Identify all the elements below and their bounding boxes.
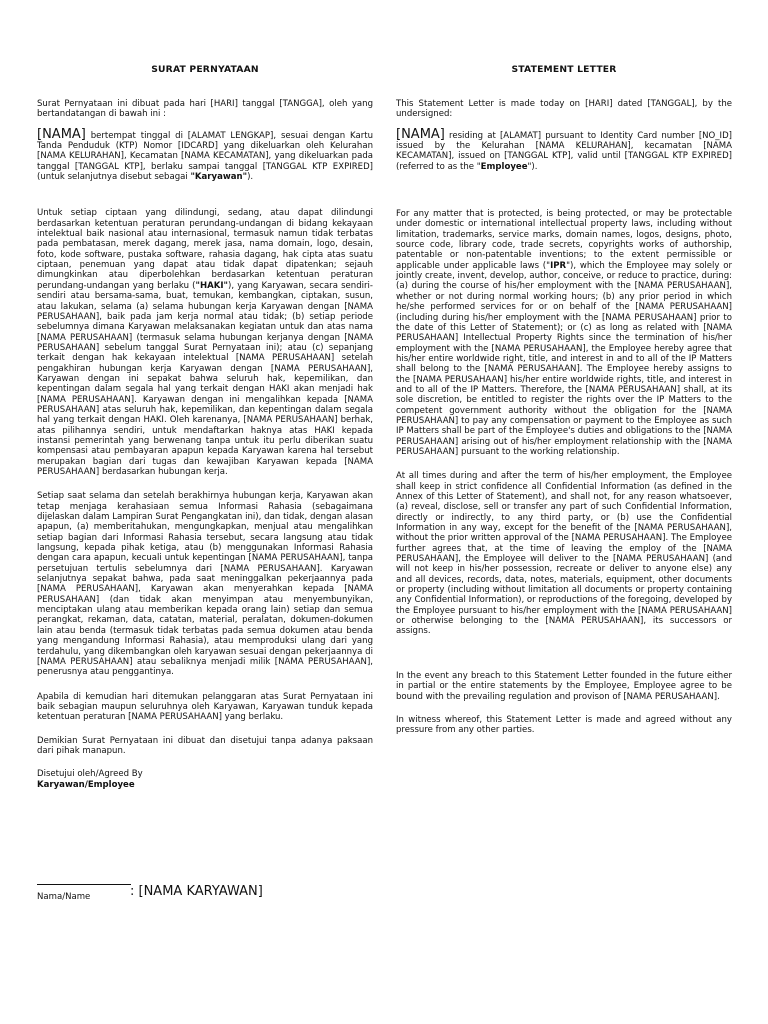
left-party-paragraph	[37, 126, 373, 183]
indonesian-column	[37, 64, 373, 800]
left-ipr-text: Untuk setiap ciptaan yang dilindungi, sedang, atau dapat dilindungi berdasarkan ketentuan peraturan perundang-undangan di bidang kekayaan intelektual baik nasional atau internasional, termasuk namun tidak terbatas pada pembatasan, merek dagang, merek jasa, nama domain, logo, desain, foto, kode software, pustaka software, rahasia dagang, hak cipta atas suatu ciptaan, penemuan yang dapat atau tidak dapat dipatenkan; sejauh dimungkinkan atau diperbolehkan berdasarkan ketentuan peraturan perundang-undangan yang berlaku (	[37, 208, 373, 291]
english-column	[396, 64, 732, 746]
left-heading: SURAT PERNYATAAN	[151, 64, 259, 75]
left-party-text: bertempat tinggal di [ALAMAT LENGKAP], sesuai dengan Kartu Tanda Penduduk (KTP) Nomor [IDCARD] yang dikeluarkan oleh Kelurahan [NAMA KELURAHAN], Kecamatan [NAMA KECAMATAN], yang dikeluarkan pada tanggal [TANGGAL KTP], berlaku sampai tanggal [TANGGAL KTP EXPIRED] (untuk selanjutnya disebut sebagai	[37, 130, 373, 183]
right-ipr-text: For any matter that is protected, is being protected, or may be protectable under domestic or international intellectual property laws, including without limitation, trademarks, service marks, domain names, logos, designs, photo, source code, library code, trade secrets, copyrights works of authorship, patentable or non-patentable inventions; to the extent permissible or applicable under applicable laws ("	[396, 209, 732, 271]
right-heading: STATEMENT LETTER	[511, 64, 617, 75]
signature-line	[37, 884, 131, 885]
left-closing-paragraph: Demikian Surat Pernyataan ini dibuat dan disetujui tanpa adanya paksaan dari pihak manapun.	[37, 735, 373, 756]
left-party-end: ).	[247, 172, 254, 183]
left-intro: Surat Pernyataan ini dibuat pada hari [HARI] tanggal [TANGGA], oleh yang bertandatangan di bawah ini :	[37, 99, 373, 120]
left-ipr-text-cont: ), yang Karyawan, secara sendiri-sendiri atau bersama-sama, buat, temukan, kembangkan, ciptakan, susun, atau lakukan, selama (a) selama hubungan kerja Karyawan dengan [NAMA PERUSAHAAN], baik pada jam kerja normal atau tidak; (b) setiap periode sebelumnya dimana Karyawan melaksanakan kegiatan untuk dan atas nama [NAMA PERUSAHAAN] (termasuk selama hubungan kerjanya dengan [NAMA PERUSAHAAN] sebelum tanggal Surat Pernyataan ini); atau (c) sepanjang terkait dengan hak kekayaan intelektual [NAMA PERUSAHAAN] setelah pengakhiran hubungan kerja Karyawan dengan [NAMA PERUSAHAAN], Karyawan dengan ini sepakat bahwa seluruh hak, kepemilikan, dan kepentingan dalam segala hal yang terkait dengan HAKI akan menjadi hak [NAMA PERUSAHAAN]. Karyawan dengan ini mengalihkan kepada [NAMA PERUSAHAAN] atas seluruh hak, kepemilikan, dan kepentingan dalam segala hal yang terkait dengan HAKI. Oleh karenanya, [NAMA PERUSAHAAN] berhak, atas pilihannya sendiri, untuk mendaftarkan haknya atas HAKI kepada instansi pemerintah yang berwenang tanpa untuk itu perlu diberikan suatu kompensasi atau pembayaran apapun kepada Karyawan karena hal tersebut merupakan bagian dari tugas dan kewajiban Karyawan kepada [NAMA PERUSAHAAN] berdasarkan hubungan kerja.	[37, 280, 373, 477]
signer-role: Karyawan/Employee	[37, 779, 135, 790]
right-breach-paragraph: In the event any breach to this Statement Letter founded in the future either in partial or the entire statements by the Employee, Employee agree to be bound with the prevailing regulation and provison of [NAMA PERUSAHAAN].	[396, 670, 732, 702]
right-ipr-paragraph	[396, 209, 732, 457]
right-ipr-text-cont: "), which the Employee may solely or jointly create, invent, develop, author, conceive, or reduce to practice, during: (a) during the course of his/her employment with the [NAMA PERUSAHAAN], whether or not during normal working hours; (b) any prior period in which he/she performed services for or on behalf of the [NAMA PERUSAHAAN] (including during his/her employment with the [NAMA PERUSAHAAN] prior to the date of this Letter of Statement); or (c) as long as related with [NAMA PERUSAHAAN] Intellectual Property Rights since the termination of his/her employment with the [NAMA PERUSAHAAN], the Employee hereby agree that his/her entire worldwide right, title, and interest in and to all of the IP Matters shall belong to the [NAMA PERUSAHAAN]. The Employee hereby assigns to the [NAMA PERUSAHAAN] his/her entire worldwide rights, title, and interest in and to all of the IP Matters. Therefore, the [NAMA PERUSAHAAN] shall, at its sole discretion, be entitled to register the rights over the IP Matters to the competent government authority without the obligation for the [NAMA PERUSAHAAN] to pay any compensation or payment to the Employee as such IP Matters shall be part of the Employee's duties and obligations to the [NAMA PERUSAHAAN] arising out of his/her employment relationship with the [NAMA PERUSAHAAN] pursuant to the working relationship.	[396, 260, 732, 457]
left-ipr-defined-term: "HAKI"	[195, 280, 228, 291]
left-party-name: [NAMA]	[37, 126, 86, 142]
right-party-end: ").	[527, 161, 538, 172]
right-party-name: [NAMA]	[396, 126, 445, 142]
employee-name-value: : [NAMA KARYAWAN]	[130, 884, 263, 899]
right-ipr-defined-term: IPR	[550, 260, 567, 271]
right-party-defined-term: Employee	[480, 161, 528, 172]
right-party-text: residing at [ALAMAT] pursuant to Identity Card number [NO_ID] issued by the Kelurahan [NAMA KELURAHAN], kecamatan [NAMA KECAMATAN], issued on [TANGGAL KTP], valid until [TANGGAL KTP EXPIRED] (referred to as the "	[396, 130, 732, 172]
left-party-defined-term: "Karyawan"	[190, 172, 248, 183]
right-intro: This Statement Letter is made today on [HARI] dated [TANGGAL], by the undersigned:	[396, 99, 732, 120]
left-confidentiality-paragraph: Setiap saat selama dan setelah berakhirnya hubungan kerja, Karyawan akan tetap menjaga kerahasiaan semua Informasi Rahasia (sebagaimana dijelaskan dalam Lampiran Surat Pengangkatan ini), dan tidak, dengan alasan apapun, (a) memberitahukan, mengungkapkan, menjual atau mengalihkan setiap bagian dari Informasi Rahasia tersebut, secara langsung atau tidak langsung, kepada pihak ketiga, atau (b) menggunakan Informasi Rahasia dengan cara apapun, kecuali untuk kepentingan [NAMA PERUSAHAAN], tanpa persetujuan tertulis sebelumnya dari [NAMA PERUSAHAAN]. Karyawan selanjutnya sepakat bahwa, pada saat meninggalkan pekerjaannya pada [NAMA PERUSAHAAN], Karyawan akan menyerahkan kepada [NAMA PERUSAHAAN] (dan tidak akan menyimpan atau menyembunyikan, menciptakan ulang atau memberikan kepada orang lain) setiap dan semua perangkat, rekaman, data, catatan, material, peralatan, dokumen-dokumen lain atau benda (termasuk tidak terbatas pada semua dokumen atau benda yang mengandung Informasi Rahasia), atau memproduksi ulang dari yang terdahulu, yang dikembangkan oleh karyawan sesuai dengan pekerjaannya di [NAMA PERUSAHAAN] atau sebaliknya menjadi milik [NAMA PERUSAHAAN], penerusnya atau penggantinya.	[37, 491, 373, 678]
right-party-paragraph	[396, 126, 732, 172]
agreed-by-label: Disetujui oleh/Agreed By	[37, 769, 143, 780]
right-closing-paragraph: In witness whereof, this Statement Letter is made and agreed without any pressure from any other parties.	[396, 714, 732, 736]
name-label: Nama/Name	[37, 892, 91, 902]
left-breach-paragraph: Apabila di kemudian hari ditemukan pelanggaran atas Surat Pernyataan ini baik sebagian maupun seluruhnya oleh Karyawan, Karyawan tunduk kepada ketentuan peraturan [NAMA PERUSAHAAN] yang berlaku.	[37, 691, 373, 723]
left-ipr-paragraph	[37, 208, 373, 477]
right-confidentiality-paragraph: At all times during and after the term of his/her employment, the Employee shall keep in strict confidence all Confidential Information (as defined in the Annex of this Letter of Statement), and shall not, for any reason whatsoever, (a) reveal, disclose, sell or transfer any part of such Confidential Information, directly or indirectly, to any third party, or (b) use the Confidential Information in any way, except for the benefit of the [NAMA PERUSAHAAN], without the prior written approval of the [NAMA PERUSAHAAN]. The Employee further agrees that, at the time of leaving the employ of the [NAMA PERUSAHAAN], the Employee will deliver to the [NAMA PERUSAHAAN] (and will not keep in his/her possession, recreate or deliver to anyone else) any and all devices, records, data, notes, materials, equipment, other documents or property (including without limitation all documents or property containing any Confidential Information), or reproductions of the foregoing, developed by the Employee pursuant to his/her employment with the [NAMA PERUSAHAAN] or otherwise belonging to the [NAMA PERUSAHAAN], its successors or assigns.	[396, 471, 732, 637]
